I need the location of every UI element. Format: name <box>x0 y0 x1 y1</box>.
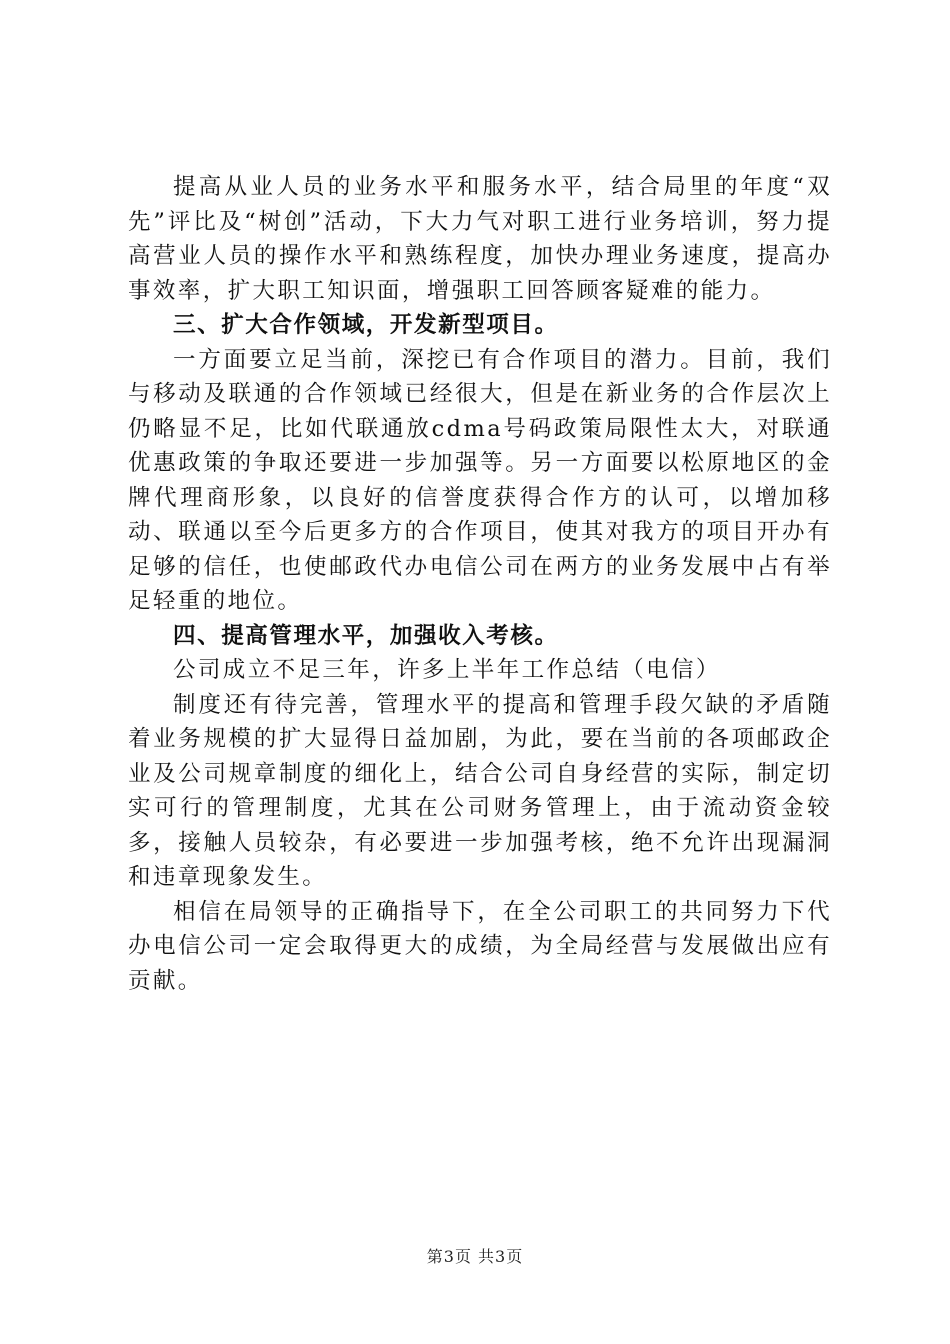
paragraph-company-founding: 公司成立不足三年，许多上半年工作总结（电信） <box>173 657 721 683</box>
paragraph-management-system: 制度还有待完善，管理水平的提高和管理手段欠缺的矛盾随着业务规模的扩大显得日益加剧，为此，要在当前的各项邮政企业及公司规章制度的细化上，结合公司自身经营的实际，制定切实可行的管理制度，尤其在公司财务管理上，由于流动资金较多，接触人员较杂，有必要进一步加强考核，绝不允许出现漏洞和违章现象发生。 <box>128 691 832 890</box>
page-number-footer: 第3页 共3页 <box>426 1247 524 1266</box>
section-heading-cooperation: 三、扩大合作领域，开发新型项目。 <box>173 312 559 338</box>
paragraph-conclusion: 相信在局领导的正确指导下，在全公司职工的共同努力下代办电信公司一定会取得更大的成绩，为全局经营与发展做出应有贡献。 <box>128 898 832 994</box>
paragraph-staff-training: 提高从业人员的业务水平和服务水平，结合局里的年度“双先”评比及“树创”活动，下大力气对职工进行业务培训，努力提高营业人员的操作水平和熟练程度，加快办理业务速度，提高办事效率，扩大职工知识面，增强职工回答顾客疑难的能力。 <box>128 174 832 304</box>
section-heading-management: 四、提高管理水平，加强收入考核。 <box>173 622 559 649</box>
document-body <box>128 170 832 998</box>
paragraph-cooperation: 一方面要立足当前，深挖已有合作项目的潜力。目前，我们与移动及联通的合作领域已经很大，但是在新业务的合作层次上仍略显不足，比如代联通放cdma号码政策局限性太大，对联通优惠政策的争取还要进一步加强等。另一方面要以松原地区的金牌代理商形象，以良好的信誉度获得合作方的认可，以增加移动、联通以至今后更多方的合作项目，使其对我方的项目开办有足够的信任，也使邮政代办电信公司在两方的业务发展中占有举足轻重的地位。 <box>128 346 832 614</box>
